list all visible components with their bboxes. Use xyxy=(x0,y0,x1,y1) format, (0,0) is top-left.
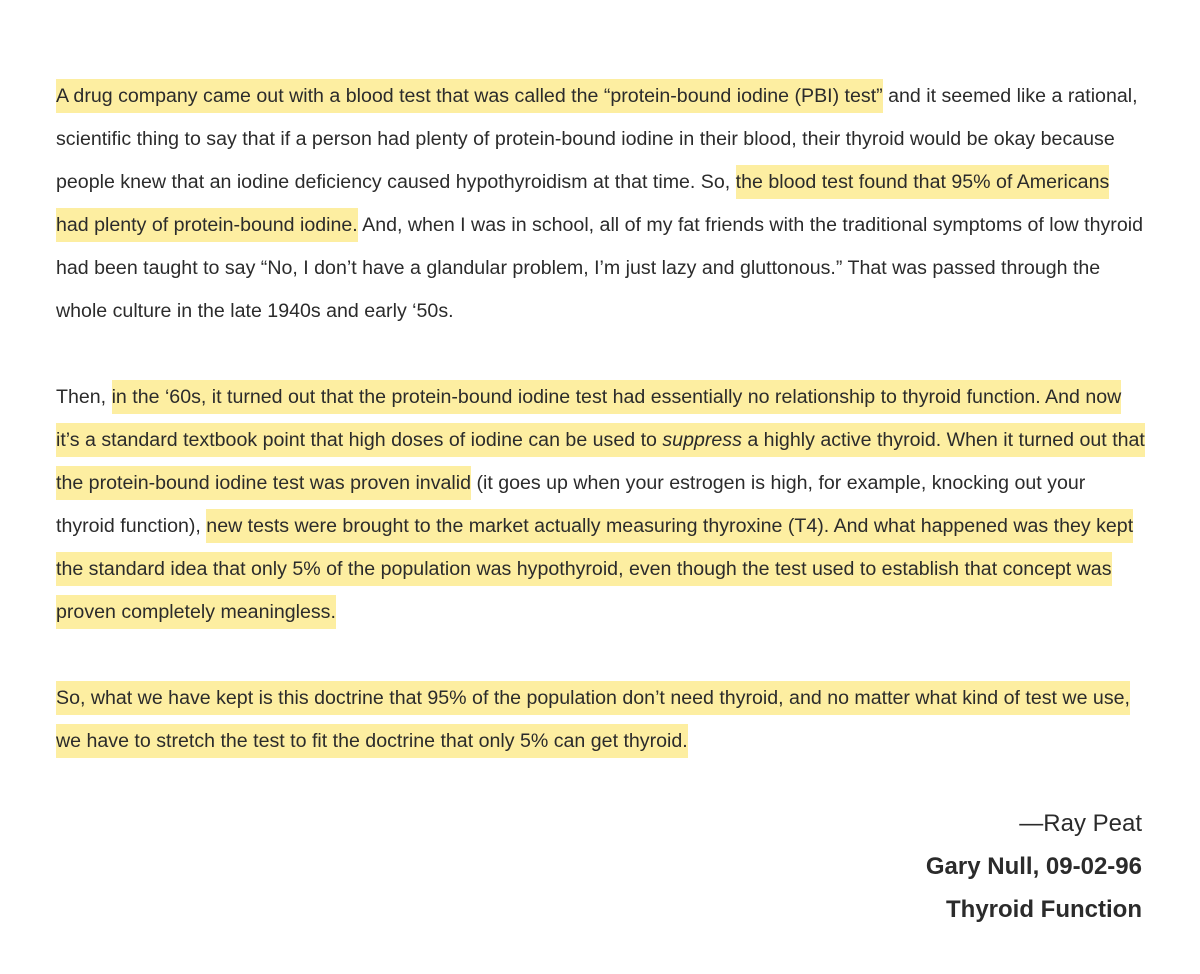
highlighted-text: A drug company came out with a blood test that was called the “protein-bound iodine (PBI) test” xyxy=(56,79,883,113)
paragraph-2 xyxy=(56,376,1146,634)
highlighted-text: in the ‘60s, it turned out that the protein-bound iodine test had essentially no relationship to thyroid function. And now it’s a standard textbook point that high doses of iodine can be used to xyxy=(56,380,1121,457)
body-text: (it goes up when your estrogen is high, for example, knocking out your thyroid function), xyxy=(56,472,1086,537)
highlighted-italic-text: suppress xyxy=(662,423,742,457)
paragraph-3 xyxy=(56,677,1146,763)
source-line: Gary Null, 09-02-96 xyxy=(925,853,1142,880)
author-name: —Ray Peat xyxy=(1019,810,1142,837)
body-text: And, when I was in school, all of my fat friends with the traditional symptoms of low thyroid had been taught to say “No, I don’t have a glandular problem, I’m just lazy and gluttonous.” That was passed through the whole culture in the late 1940s and early ‘50s. xyxy=(56,214,1143,322)
attribution xyxy=(926,802,1142,931)
body-text: and it seemed like a rational, scientific thing to say that if a person had plenty of protein-bound iodine in their blood, their thyroid would be okay because people knew that an iodine deficiency caused hypothyroidism at that time. So, xyxy=(56,85,1138,193)
quote-body xyxy=(56,75,1146,806)
highlighted-text: So, what we have kept is this doctrine that 95% of the population don’t need thyroid, and no matter what kind of test we use, we have to stretch the test to fit the doctrine that only 5% can get thyroid. xyxy=(56,681,1130,758)
highlighted-text: a highly active thyroid. When it turned out that the protein-bound iodine test was proven invalid xyxy=(56,423,1145,500)
body-text: Then, xyxy=(56,386,112,408)
topic-line: Thyroid Function xyxy=(946,896,1142,923)
highlighted-text: new tests were brought to the market actually measuring thyroxine (T4). And what happened was they kept the standard idea that only 5% of the population was hypothyroid, even though the test used to establish that concept was proven completely meaningless. xyxy=(56,509,1133,629)
highlighted-text: the blood test found that 95% of Americans had plenty of protein-bound iodine. xyxy=(56,165,1109,242)
paragraph-1 xyxy=(56,75,1146,333)
